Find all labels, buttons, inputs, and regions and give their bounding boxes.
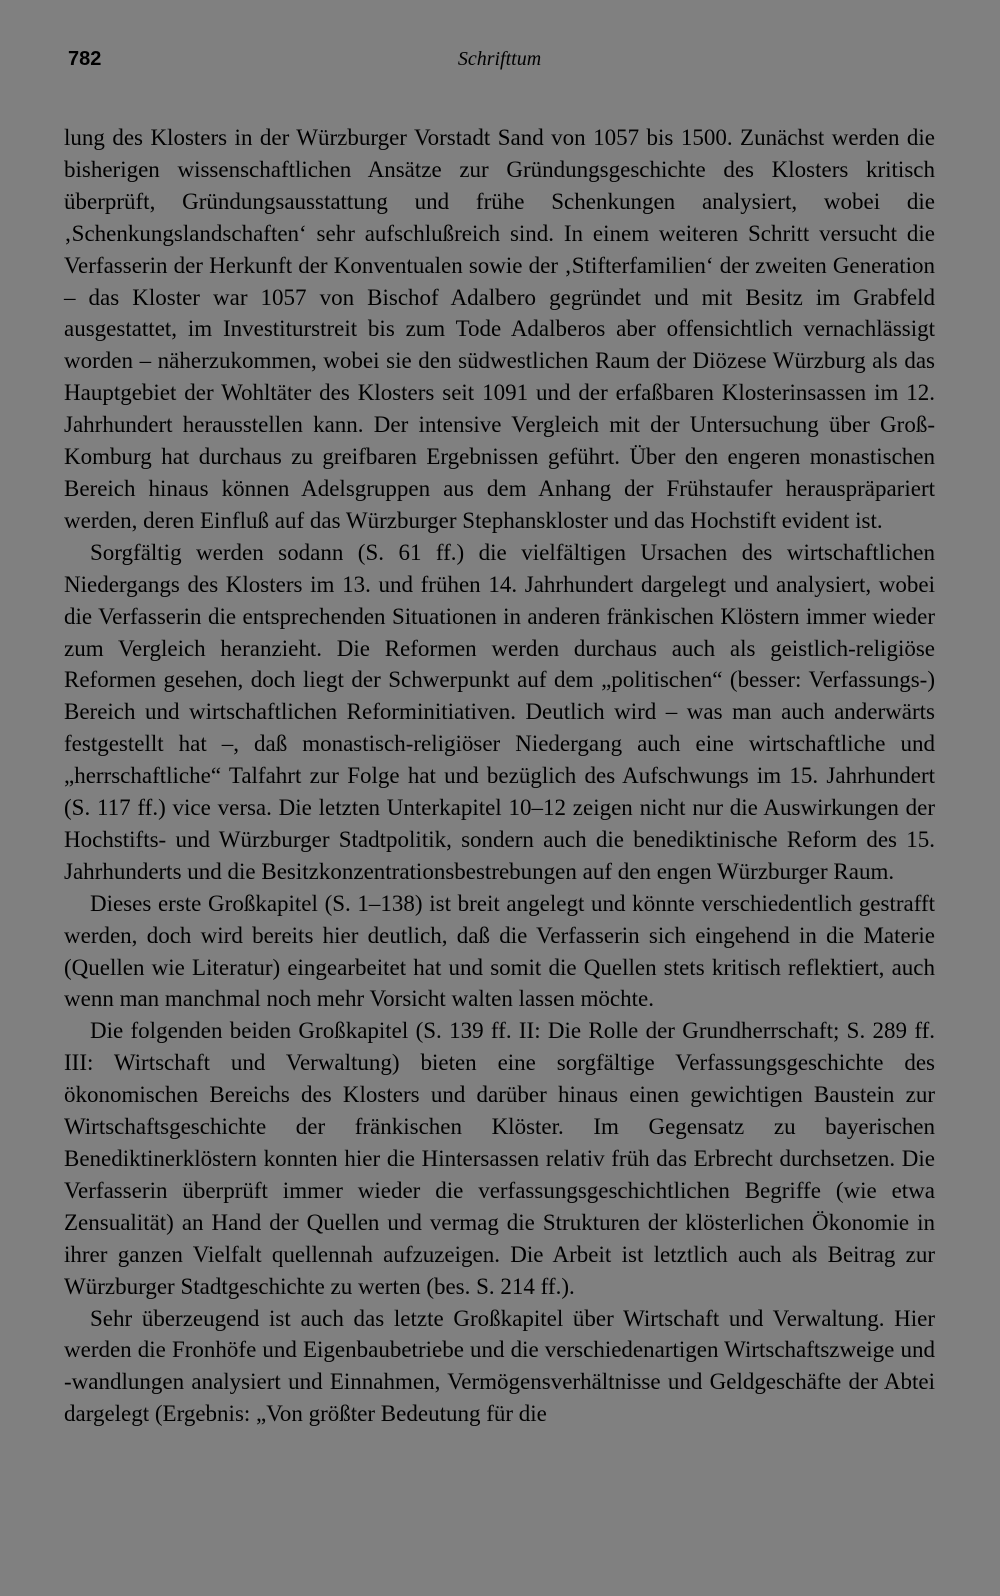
- running-head: [64, 48, 935, 88]
- page-number: 782: [68, 48, 102, 70]
- paragraph: Die folgenden beiden Großkapitel (S. 139 ff. II: Die Rolle der Grundherrschaft; S. 289 ff. III: Wirtschaft und Verwaltung) bieten eine sorgfältige Verfassungsgeschichte des ökonomischen Bereichs des Klosters und darüber hinaus einen gewichtigen Baustein zur Wirtschaftsgeschichte der fränkischen Klöster. Im Gegensatz zu bayerischen Benediktinerklöstern konnten hier die Hintersassen relativ früh das Erbrecht durchsetzen. Die Verfasserin überprüft immer wieder die verfassungsgeschichtlichen Begriffe (wie etwa Zensualität) an Hand der Quellen und vermag die Strukturen der klösterlichen Ökonomie in ihrer ganzen Vielfalt quellennah aufzuzeigen. Die Arbeit ist letztlich auch als Beitrag zur Würzburger Stadtgeschichte zu werten (bes. S. 214 ff.).: [64, 1018, 935, 1299]
- book-page: [64, 48, 935, 1430]
- paragraph: Sehr überzeugend ist auch das letzte Großkapitel über Wirtschaft und Verwaltung. Hier werden die Fronhöfe und Eigenbaubetriebe und die verschiedenartigen Wirtschaftszweige und -wandlungen analysiert und Einnahmen, Vermögensverhältnisse und Geldgeschäfte der Abtei dargelegt (Ergebnis: „Von größter Bedeutung für die: [64, 1305, 935, 1427]
- paragraph: Dieses erste Großkapitel (S. 1–138) ist breit angelegt und könnte verschiedentlich gestrafft werden, doch wird bereits hier deutlich, daß die Verfasserin sich eingehend in die Materie (Quellen wie Literatur) eingearbeitet hat und somit die Quellen stets kritisch reflektiert, auch wenn man manchmal noch mehr Vorsicht walten lassen möchte.: [64, 890, 935, 1012]
- paragraph: Sorgfältig werden sodann (S. 61 ff.) die vielfältigen Ursachen des wirtschaftlichen Niedergangs des Klosters im 13. und frühen 14. Jahrhundert dargelegt und analysiert, wobei die Verfasserin die entsprechenden Situationen in anderen fränkischen Klöstern immer wieder zum Vergleich heranzieht. Die Reformen werden durchaus auch als geistlich-religiöse Reformen gesehen, doch liegt der Schwerpunkt auf dem „politischen“ (besser: Verfassungs-) Bereich und wirtschaftlichen Reforminitiativen. Deutlich wird – was man auch anderwärts festgestellt hat –, daß monastisch-religiöser Niedergang auch eine wirtschaftliche und „herrschaftliche“ Talfahrt zur Folge hat und bezüglich des Aufschwungs im 15. Jahrhundert (S. 117 ff.) vice versa. Die letzten Unterkapitel 10–12 zeigen nicht nur die Auswirkungen der Hochstifts- und Würzburger Stadtpolitik, sondern auch die benediktinische Reform des 15. Jahrhunderts und die Besitzkonzentrationsbestrebungen auf den engen Würzburger Raum.: [64, 539, 935, 884]
- section-title: Schrifttum: [457, 48, 542, 70]
- paragraph-continued: lung des Klosters in der Würzburger Vorstadt Sand von 1057 bis 1500. Zunächst werden die bisherigen wissenschaftlichen Ansätze zur Gründungsgeschichte des Klosters kritisch überprüft, Gründungsausstattung und frühe Schenkungen analysiert, wobei die ‚Schenkungslandschaften‘ sehr aufschlußreich sind. In einem weiteren Schritt versucht die Verfasserin der Herkunft der Konventualen sowie der ‚Stifterfamilien‘ der zweiten Generation – das Kloster war 1057 von Bischof Adalbero gegründet und mit Besitz im Grabfeld ausgestattet, im Investiturstreit bis zum Tode Adalberos aber offensichtlich vernachlässigt worden – näherzukommen, wobei sie den südwestlichen Raum der Diözese Würzburg als das Hauptgebiet der Wohltäter des Klosters seit 1091 und der erfaßbaren Klosterinsassen im 12. Jahrhundert herausstellen kann. Der intensive Vergleich mit der Untersuchung über Groß-Komburg hat durchaus zu greifbaren Ergebnissen geführt. Über den engeren monastischen Bereich hinaus können Adelsgruppen aus dem Anhang der Frühstaufer herauspräpariert werden, deren Einfluß auf das Würzburger Stephanskloster und das Hochstift evident ist.: [64, 125, 935, 533]
- body-text: [64, 122, 935, 1430]
